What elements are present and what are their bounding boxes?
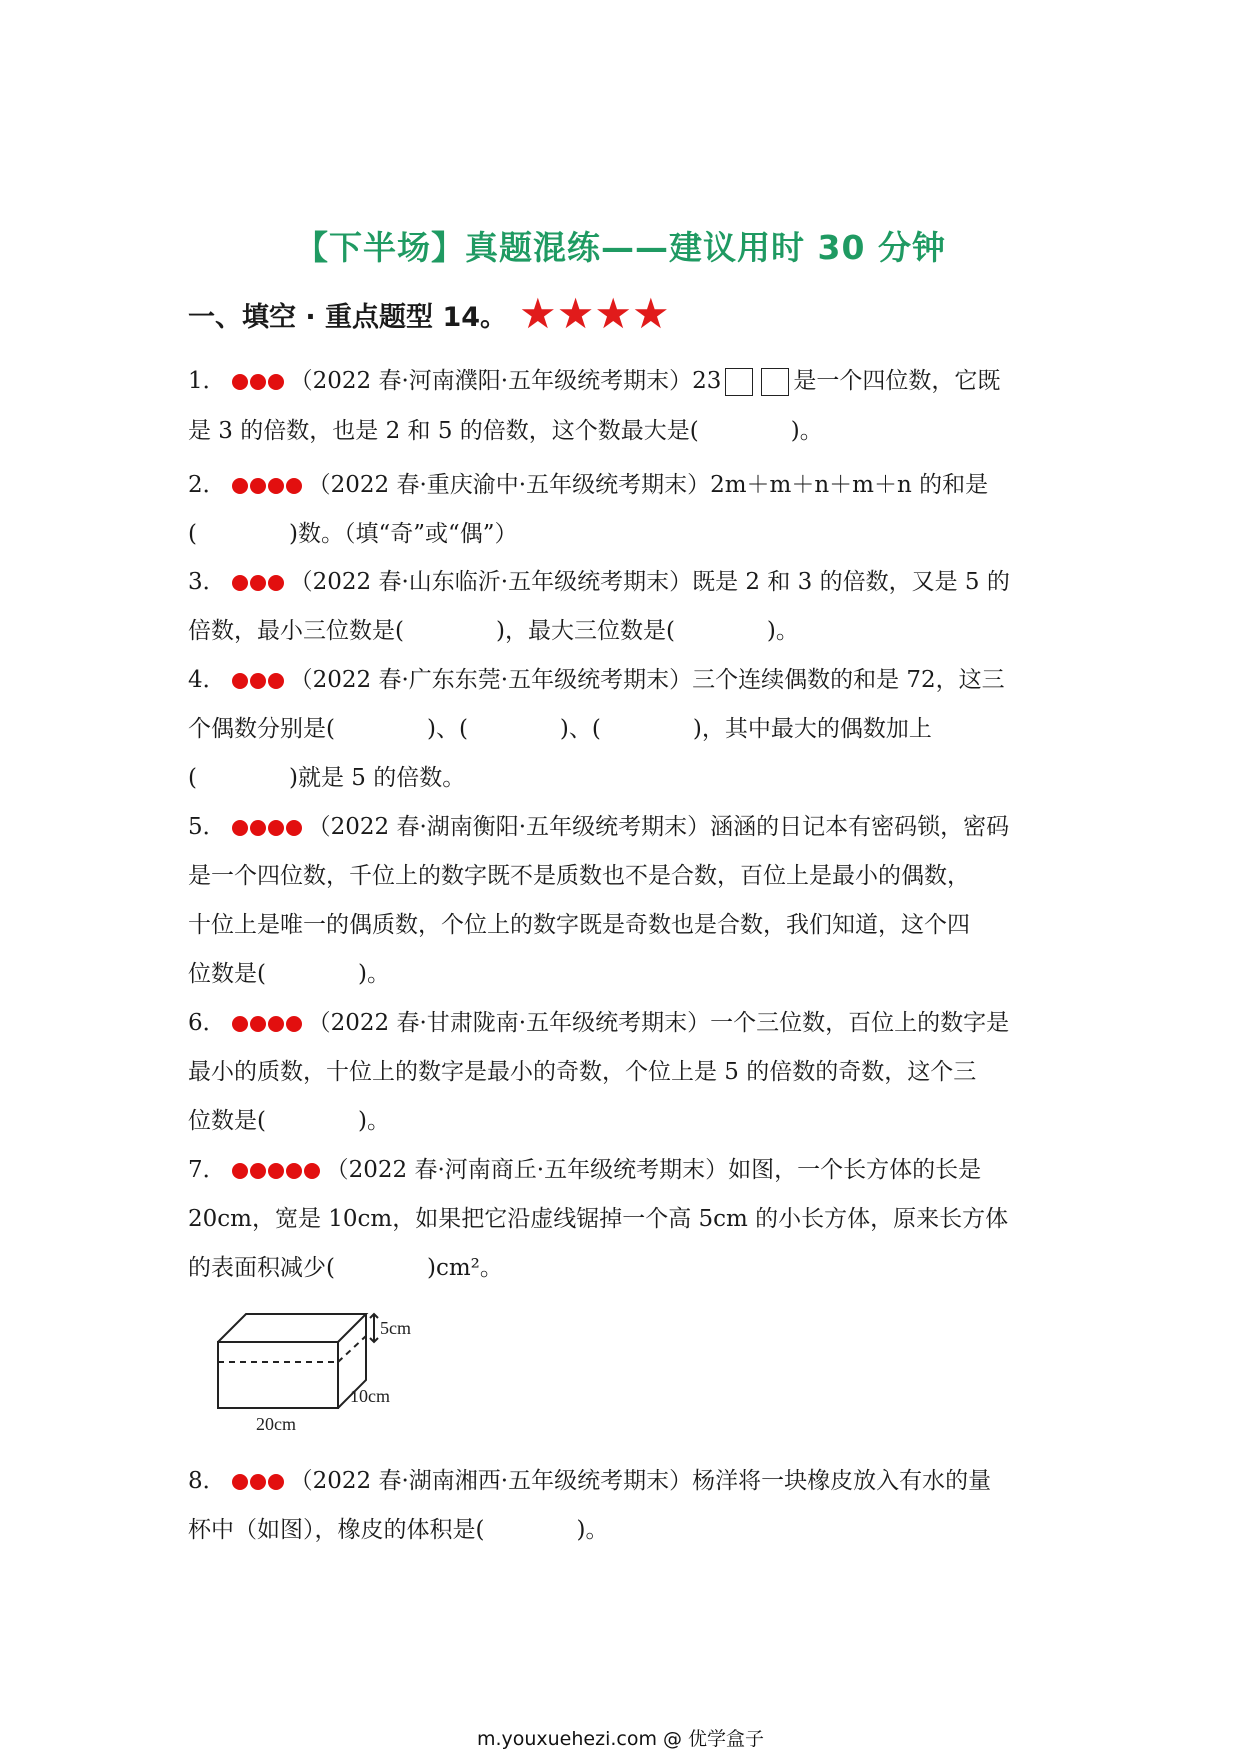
difficulty-dots — [232, 1016, 304, 1032]
question-text: 23 — [692, 368, 722, 394]
difficulty-dot — [250, 1016, 266, 1032]
question-text: 如图，一个长方体的长是 — [728, 1157, 982, 1183]
difficulty-dot — [250, 575, 266, 591]
question-4-line-2: 个偶数分别是( )、( )、( )，其中最大的偶数加上 — [188, 716, 932, 742]
difficulty-dot — [286, 1163, 302, 1179]
difficulty-dot — [286, 1016, 302, 1032]
difficulty-stars — [519, 289, 670, 338]
star-icon: ★ — [632, 289, 670, 338]
question-2-line-1 — [188, 469, 988, 501]
question-source: （2022 春·河南濮阳·五年级统考期末） — [289, 368, 693, 394]
difficulty-dot — [232, 820, 248, 836]
question-8-line-2: 杯中（如图），橡皮的体积是( )。 — [188, 1517, 609, 1543]
cuboid-top-face — [218, 1314, 366, 1342]
question-text: 是一个四位数，它既 — [793, 368, 1001, 394]
difficulty-dots — [232, 1474, 286, 1490]
section-heading — [188, 289, 670, 338]
difficulty-dot — [232, 1016, 248, 1032]
question-number: 8． — [188, 1468, 226, 1494]
difficulty-dot — [250, 1163, 266, 1179]
section-heading-text: 一、填空 · 重点题型 14。 — [188, 301, 508, 333]
difficulty-dot — [268, 478, 284, 494]
difficulty-dot — [286, 820, 302, 836]
width-label: 10cm — [350, 1386, 390, 1406]
footer-watermark: m.youxuehezi.com @ 优学盒子 — [476, 1728, 765, 1750]
question-6-line-2: 最小的质数，十位上的数字是最小的奇数，个位上是 5 的倍数的奇数，这个三 — [188, 1059, 977, 1085]
question-source: （2022 春·甘肃陇南·五年级统考期末） — [307, 1010, 711, 1036]
cut-line-side — [338, 1336, 366, 1362]
difficulty-dots — [232, 673, 286, 689]
difficulty-dot — [250, 673, 266, 689]
difficulty-dots — [232, 820, 304, 836]
question-number: 6． — [188, 1010, 226, 1036]
digit-box[interactable] — [725, 368, 753, 396]
question-number: 3． — [188, 569, 226, 595]
difficulty-dot — [232, 374, 248, 390]
question-text: 一个三位数，百位上的数字是 — [710, 1010, 1010, 1036]
difficulty-dot — [268, 673, 284, 689]
question-5-line-4: 位数是( )。 — [188, 961, 390, 987]
difficulty-dot — [232, 575, 248, 591]
question-source: （2022 春·湖南衡阳·五年级统考期末） — [307, 814, 711, 840]
digit-box[interactable] — [761, 368, 789, 396]
question-3-line-1 — [188, 566, 1010, 598]
page-title: 【下半场】真题混练——建议用时 30 分钟 — [295, 228, 946, 267]
question-7-line-2: 20cm，宽是 10cm，如果把它沿虚线锯掉一个高 5cm 的小长方体，原来长方体 — [188, 1206, 1009, 1232]
question-source: （2022 春·河南商丘·五年级统考期末） — [325, 1157, 729, 1183]
question-4-line-1 — [188, 664, 1005, 696]
star-icon: ★ — [519, 289, 557, 338]
question-text: 涵涵的日记本有密码锁，密码 — [710, 814, 1010, 840]
difficulty-dot — [250, 374, 266, 390]
star-icon: ★ — [556, 289, 595, 338]
question-1-line-2: 是 3 的倍数，也是 2 和 5 的倍数，这个数最大是( )。 — [188, 418, 823, 444]
question-6-line-3: 位数是( )。 — [188, 1108, 390, 1134]
question-7-line-1 — [188, 1154, 981, 1186]
cuboid-front-face — [218, 1342, 338, 1408]
question-text: 2m＋m＋n＋m＋n 的和是 — [710, 472, 989, 498]
height-label: 5cm — [380, 1318, 411, 1338]
question-source: （2022 春·湖南湘西·五年级统考期末） — [289, 1468, 693, 1494]
difficulty-dot — [232, 1163, 248, 1179]
difficulty-dot — [268, 575, 284, 591]
difficulty-dot — [304, 1163, 320, 1179]
cuboid-figure — [200, 1300, 440, 1435]
question-text: 杨洋将一块橡皮放入有水的量 — [692, 1468, 992, 1494]
difficulty-dot — [286, 478, 302, 494]
difficulty-dot — [232, 1474, 248, 1490]
question-number: 7． — [188, 1157, 226, 1183]
question-number: 4． — [188, 667, 226, 693]
difficulty-dot — [232, 673, 248, 689]
question-source: （2022 春·山东临沂·五年级统考期末） — [289, 569, 693, 595]
difficulty-dots — [232, 478, 304, 494]
difficulty-dot — [250, 820, 266, 836]
question-7-line-3: 的表面积减少( )cm²。 — [188, 1255, 503, 1281]
difficulty-dot — [232, 478, 248, 494]
question-3-line-2: 倍数，最小三位数是( )，最大三位数是( )。 — [188, 618, 799, 644]
star-icon: ★ — [594, 289, 632, 338]
question-number: 1． — [188, 368, 226, 394]
question-source: （2022 春·广东东莞·五年级统考期末） — [289, 667, 693, 693]
question-text: 既是 2 和 3 的倍数，又是 5 的 — [692, 569, 1010, 595]
question-5-line-1 — [188, 811, 1009, 843]
question-6-line-1 — [188, 1007, 1009, 1039]
question-1-line-1 — [188, 365, 1000, 397]
question-4-line-3: ( )就是 5 的倍数。 — [188, 765, 466, 791]
question-number: 2． — [188, 472, 226, 498]
question-text: 三个连续偶数的和是 72，这三 — [692, 667, 1005, 693]
difficulty-dot — [250, 478, 266, 494]
question-5-line-2: 是一个四位数，千位上的数字既不是质数也不是合数，百位上是最小的偶数， — [188, 863, 970, 889]
question-5-line-3: 十位上是唯一的偶质数，个位上的数字既是奇数也是合数，我们知道，这个四 — [188, 912, 970, 938]
difficulty-dots — [232, 575, 286, 591]
difficulty-dots — [232, 1163, 322, 1179]
question-2-line-2: ( )数。（填“奇”或“偶”） — [188, 521, 518, 547]
question-number: 5． — [188, 814, 226, 840]
length-label: 20cm — [256, 1414, 296, 1434]
difficulty-dot — [250, 1474, 266, 1490]
difficulty-dot — [268, 1163, 284, 1179]
difficulty-dot — [268, 1474, 284, 1490]
difficulty-dot — [268, 374, 284, 390]
difficulty-dots — [232, 374, 286, 390]
question-8-line-1 — [188, 1465, 991, 1497]
question-source: （2022 春·重庆渝中·五年级统考期末） — [307, 472, 711, 498]
difficulty-dot — [268, 820, 284, 836]
difficulty-dot — [268, 1016, 284, 1032]
